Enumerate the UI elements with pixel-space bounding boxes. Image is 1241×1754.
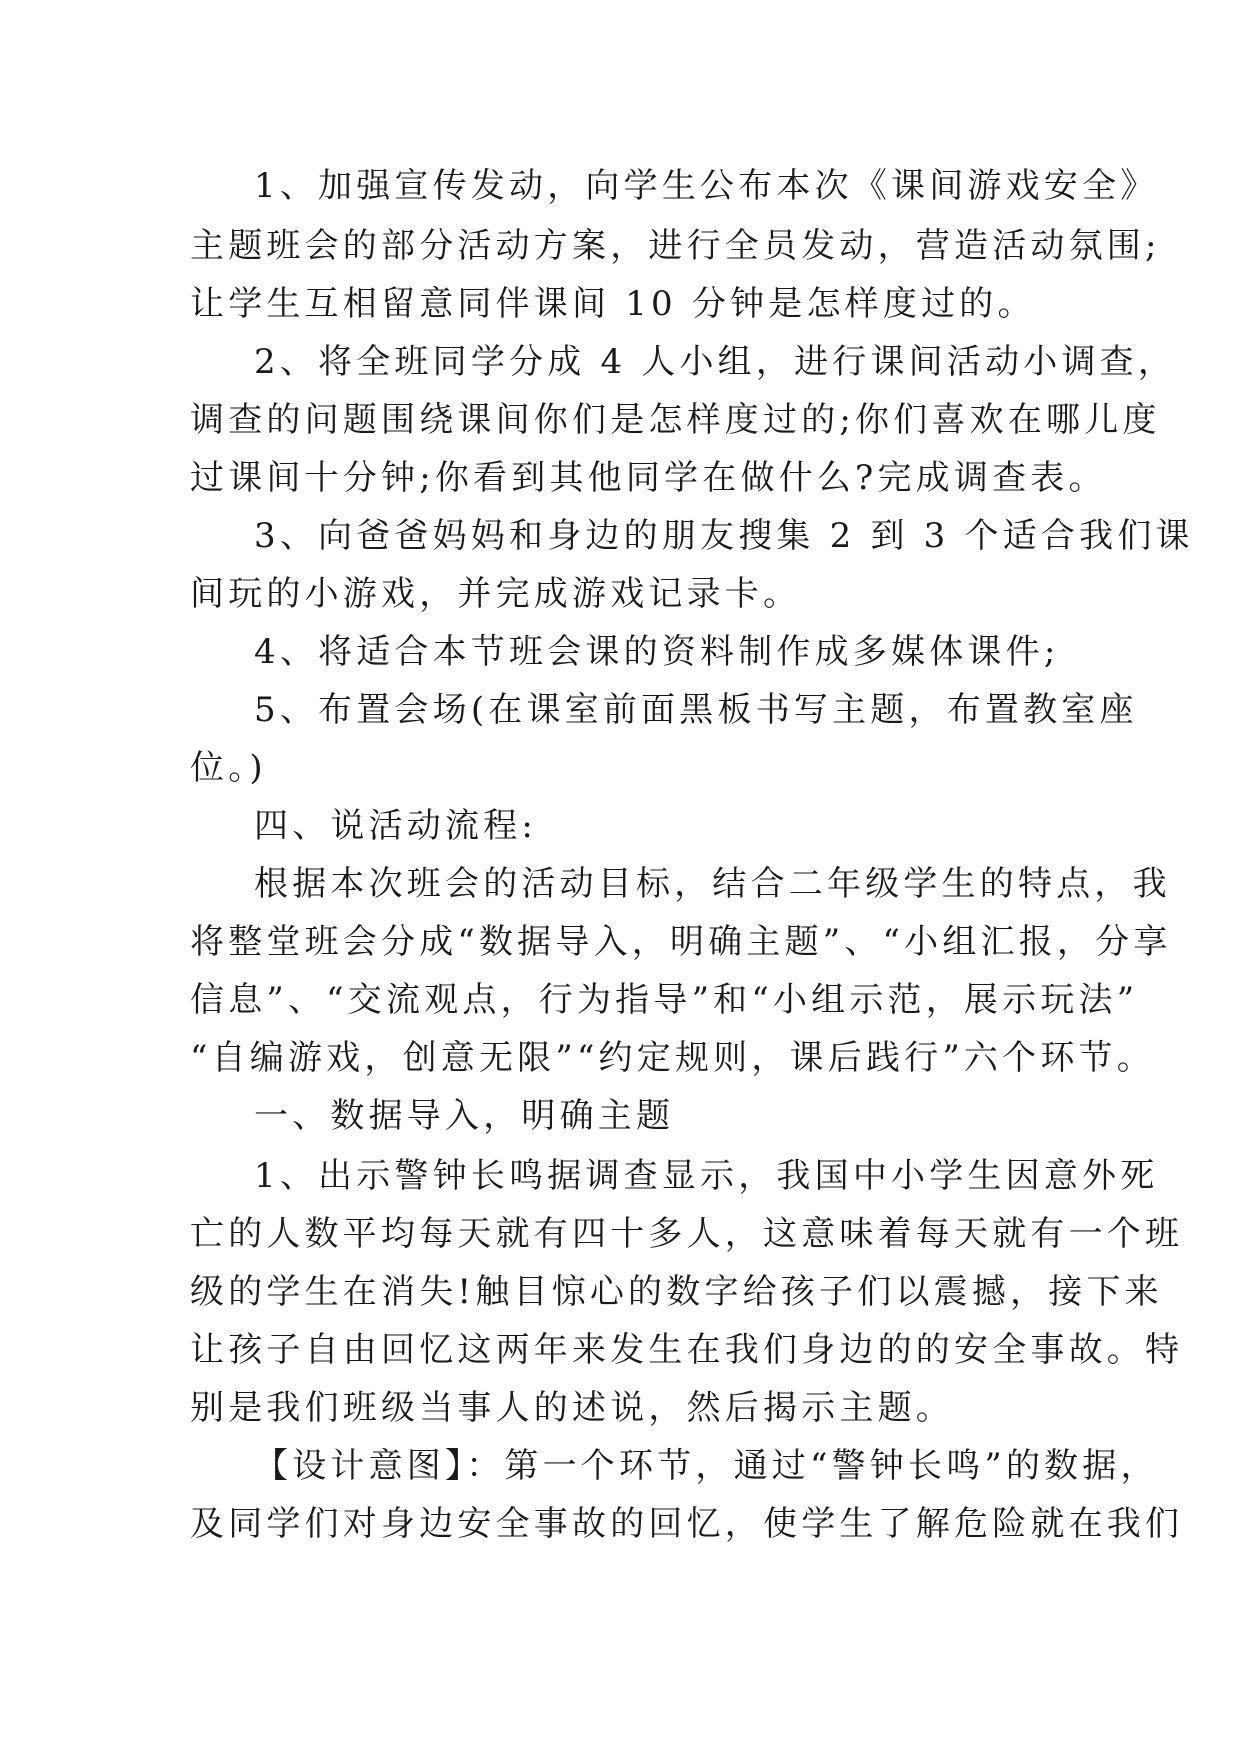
text-line: 【设计意图】：第一个环节，通过“警钟长鸣”的数据，	[254, 1446, 1159, 1486]
text-line: 让学生互相留意同伴课间 10 分钟是怎样度过的。	[190, 284, 1036, 324]
text-line: 1、加强宣传发动，向学生公布本次《课间游戏安全》	[254, 166, 1159, 206]
text-line: 3、向爸爸妈妈和身边的朋友搜集 2 到 3 个适合我们课	[254, 516, 1194, 556]
section-heading: 四、说活动流程:	[254, 806, 538, 846]
text-line: 间玩的小游戏，并完成游戏记录卡。	[190, 574, 802, 614]
text-line: 4、将适合本节班会课的资料制作成多媒体课件;	[254, 632, 1060, 672]
text-line: 调查的问题围绕课间你们是怎样度过的;你们喜欢在哪儿度	[190, 400, 1161, 440]
text-line: 主题班会的部分活动方案，进行全员发动，营造活动氛围;	[190, 226, 1161, 266]
text-line: 过课间十分钟;你看到其他同学在做什么?完成调查表。	[190, 458, 1107, 498]
text-line: 及同学们对身边安全事故的回忆，使学生了解危险就在我们	[190, 1504, 1184, 1544]
text-line: 2、将全班同学分成 4 人小组，进行课间活动小调查，	[254, 342, 1177, 382]
text-line: 级的学生在消失!触目惊心的数字给孩子们以震撼，接下来	[190, 1272, 1163, 1312]
text-line: 别是我们班级当事人的述说，然后揭示主题。	[190, 1388, 954, 1428]
text-line: 根据本次班会的活动目标，结合二年级学生的特点，我	[254, 864, 1171, 904]
text-line: 信息”、“交流观点，行为指导”和“小组示范，展示玩法”	[190, 980, 1139, 1020]
text-line: 5、布置会场(在课室前面黑板书写主题，布置教室座	[254, 690, 1138, 730]
text-line: 将整堂班会分成“数据导入，明确主题”、“小组汇报，分享	[190, 922, 1172, 962]
text-line: 1、出示警钟长鸣据调查显示，我国中小学生因意外死	[254, 1156, 1159, 1196]
section-heading: 一、数据导入，明确主题	[254, 1096, 675, 1136]
text-line: 位。)	[190, 748, 267, 788]
text-line: 亡的人数平均每天就有四十多人，这意味着每天就有一个班	[190, 1214, 1184, 1254]
text-line: 让孩子自由回忆这两年来发生在我们身边的的安全事故。特	[190, 1330, 1184, 1370]
text-line: “自编游戏，创意无限”“约定规则，课后践行”六个环节。	[190, 1038, 1155, 1078]
